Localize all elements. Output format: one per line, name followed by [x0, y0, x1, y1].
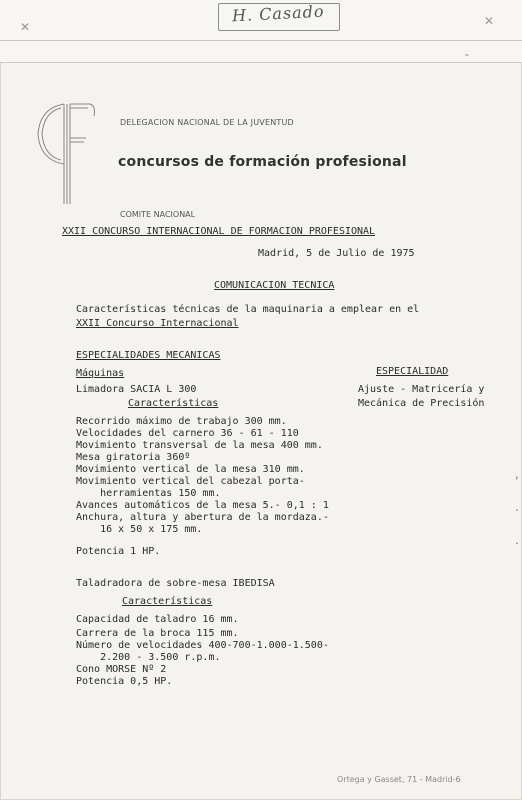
specialty-label: ESPECIALIDAD [376, 366, 449, 377]
machine1-feature: Movimiento transversal de la mesa 400 mm. [76, 440, 323, 451]
staple-mark-icon: ✕ [20, 20, 31, 34]
machine1-feature: Movimiento vertical del cabezal porta- [76, 476, 305, 487]
corner-mark-icon: ✕ [484, 14, 495, 28]
machine1-feature: 16 x 50 x 175 mm. [76, 524, 203, 535]
machines-label: Máquinas [76, 368, 125, 379]
machine2-feature: Capacidad de taladro 16 mm. [76, 614, 239, 625]
machine2-name: Taladradora de sobre-mesa IBEDISA [76, 578, 275, 589]
machine1-feature: Mesa giratoria 360º [76, 452, 191, 463]
organization-name: DELEGACION NACIONAL DE LA JUVENTUD [120, 118, 294, 127]
machine2-feature: Cono MORSE Nº 2 [76, 664, 167, 675]
attached-slip [0, 0, 522, 63]
machine2-feature: Potencia 0,5 HP. [76, 676, 173, 687]
machine1-feature: Movimiento vertical de la mesa 310 mm. [76, 464, 305, 475]
letterhead-banner: concursos de formación profesional [118, 154, 407, 170]
specialty-line-1: Ajuste - Matricería y [358, 384, 485, 395]
machine2-feature: Carrera de la broca 115 mm. [76, 628, 239, 639]
committee-label: COMITE NACIONAL [120, 210, 196, 219]
machine1-feature: Anchura, altura y abertura de la mordaza.- [76, 512, 329, 523]
section-title: ESPECIALIDADES MECANICAS [76, 350, 221, 361]
communication-title: COMUNICACION TECNICA [214, 280, 335, 291]
fold-line [0, 40, 522, 41]
subject-line-2: XXII Concurso Internacional [76, 318, 239, 329]
machine1-feature: Velocidades del carnero 36 - 61 - 110 [76, 428, 299, 439]
specialty-line-2: Mecánica de Precisión [358, 398, 485, 409]
machine1-feature: Avances automáticos de la mesa 5.- 0,1 : 1 [76, 500, 329, 511]
footer-address: Ortega y Gasset, 71 - Madrid-6 [337, 775, 461, 784]
machine1-feature: Potencia 1 HP. [76, 546, 161, 557]
dnj-logo-icon [30, 94, 110, 214]
document-date: Madrid, 5 de Julio de 1975 [258, 248, 415, 259]
machine2-characteristics-label: Características [122, 596, 213, 607]
tick-mark-icon: ╴ [465, 48, 473, 62]
margin-marks: , . . [513, 470, 520, 547]
machine1-feature: herramientas 150 mm. [76, 488, 221, 499]
machine1-feature: Recorrido máximo de trabajo 300 mm. [76, 416, 287, 427]
machine1-characteristics-label: Características [128, 398, 219, 409]
machine2-feature: 2.200 - 3.500 r.p.m. [76, 652, 221, 663]
contest-title: XXII CONCURSO INTERNACIONAL DE FORMACION PROFESIONAL [62, 226, 376, 237]
machine1-name: Limadora SACIA L 300 [76, 384, 197, 395]
handwritten-signature: H. Casado [231, 1, 325, 26]
subject-line-1: Características técnicas de la maquinaria a emplear en el [76, 304, 420, 315]
machine2-feature: Número de velocidades 400-700-1.000-1.500- [76, 640, 329, 651]
